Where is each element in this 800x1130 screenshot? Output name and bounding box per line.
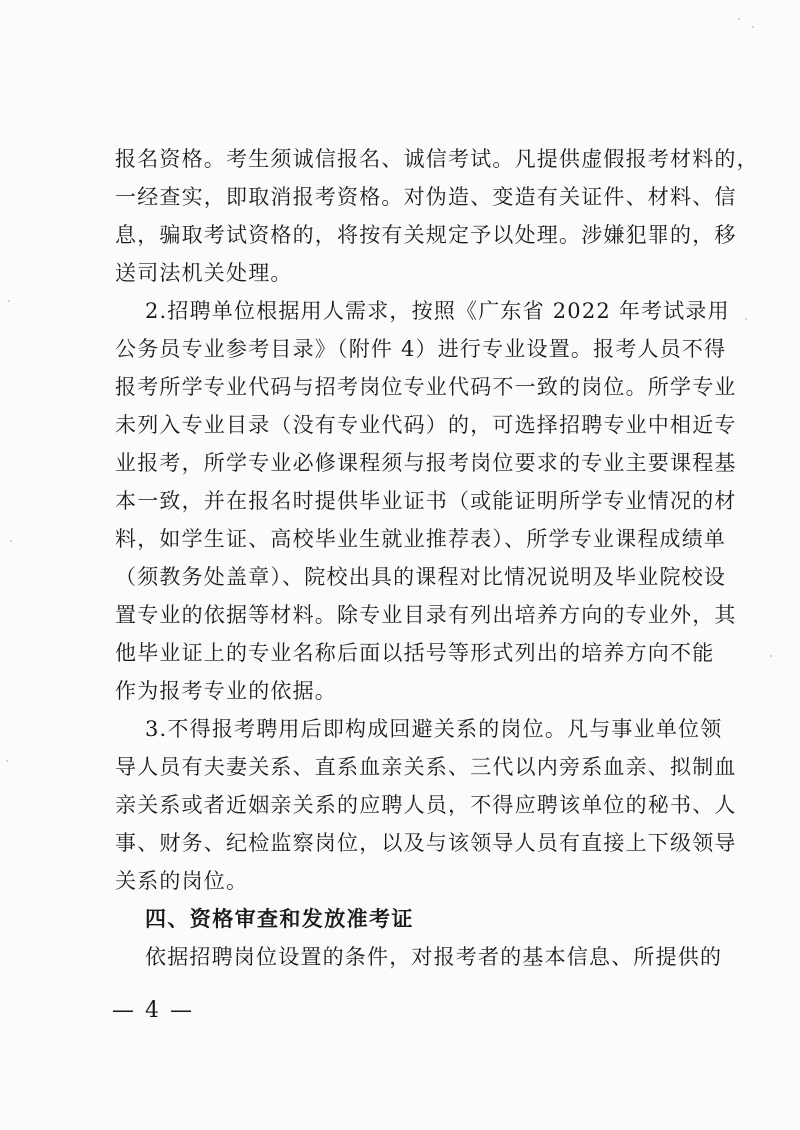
text-line: 一经查实，即取消报考资格。对伪造、变造有关证件、材料、信 — [115, 185, 737, 209]
text-line: 置专业的依据等材料。除专业目录有列出培养方向的专业外，其 — [115, 603, 737, 627]
text-line: 亲关系或者近姻亲关系的应聘人员，不得应聘该单位的秘书、人 — [115, 793, 737, 817]
text-line: 料，如学生证、高校毕业生就业推荐表）、所学专业课程成绩单 — [115, 527, 727, 551]
document-body — [115, 140, 759, 976]
scan-speck — [770, 655, 772, 657]
scan-speck — [752, 26, 754, 28]
text-line: 他毕业证上的专业名称后面以括号等形式列出的培养方向不能 — [115, 641, 715, 665]
text-line: 报考所学专业代码与招考岗位专业代码不一致的岗位。所学专业 — [115, 375, 737, 399]
text-line: 送司法机关处理。 — [115, 261, 293, 285]
text-line: 事、财务、纪检监察岗位，以及与该领导人员有直接上下级领导 — [115, 831, 737, 855]
text-line: 依据招聘岗位设置的条件，对报考者的基本信息、所提供的 — [145, 945, 723, 969]
paragraph-qualification-integrity — [115, 140, 759, 292]
paragraph-qualification-review — [115, 938, 723, 976]
text-line: 未列入专业目录（没有专业代码）的，可选择招聘专业中相近专 — [115, 413, 737, 437]
text-line: （须教务处盖章）、院校出具的课程对比情况说明及毕业院校设 — [115, 565, 727, 589]
page-number: — 4 — — [112, 998, 194, 1023]
text-line: 业报考，所学专业必修课程须与报考岗位要求的专业主要课程基 — [115, 451, 737, 475]
scan-speck — [6, 760, 8, 762]
text-line: 本一致，并在报名时提供毕业证书（或能证明所学专业情况的材 — [115, 489, 737, 513]
text-line: 关系的岗位。 — [115, 869, 249, 893]
scan-speck — [738, 18, 740, 20]
scan-speck — [10, 540, 12, 542]
text-line: 导人员有夫妻关系、直系血亲关系、三代以内旁系血亲、拟制血 — [115, 755, 737, 779]
text-line: 公务员专业参考目录》（附件 4）进行专业设置。报考人员不得 — [115, 337, 727, 361]
text-line: 息，骗取考试资格的，将按有关规定予以处理。涉嫌犯罪的，移 — [115, 223, 737, 247]
text-line: 3.不得报考聘用后即构成回避关系的岗位。凡与事业单位领 — [145, 717, 723, 741]
text-line: 2.招聘单位根据用人需求，按照《广东省 2022 年考试录用 — [145, 299, 730, 323]
text-line: 作为报考专业的依据。 — [115, 679, 337, 703]
section-heading: 四、资格审查和发放准考证 — [145, 907, 414, 931]
paragraph-item-3-avoidance — [115, 710, 737, 900]
paragraph-item-2-major-setting — [115, 292, 737, 710]
scan-speck — [8, 300, 10, 302]
scan-speck — [745, 318, 747, 320]
text-line: 报名资格。考生须诚信报名、诚信考试。凡提供虚假报考材料的， — [115, 147, 759, 171]
